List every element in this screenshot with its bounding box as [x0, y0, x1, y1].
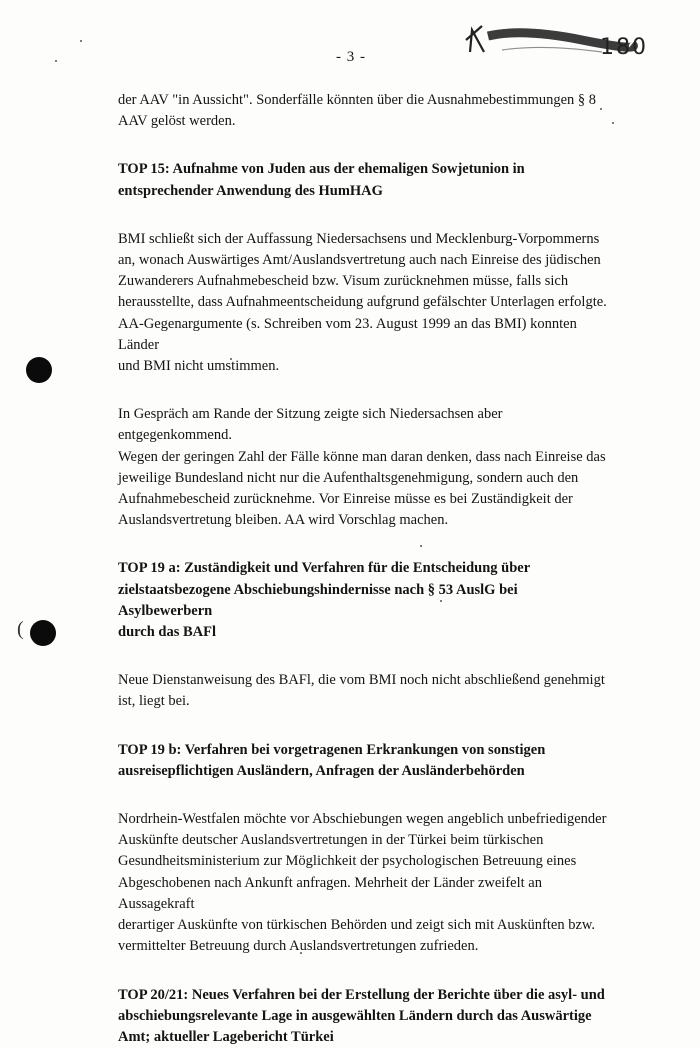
- block-spacer: [118, 782, 608, 809]
- paragraph-line: AA-Gegenargumente (s. Schreiben vom 23. August 1999 an das BMI) konnten Länder: [118, 314, 608, 356]
- paragraph-line: In Gespräch am Rande der Sitzung zeigte sich Niedersachsen aber entgegenkommend.: [118, 404, 608, 446]
- heading-line: durch das BAFl: [118, 622, 608, 643]
- section-heading: [118, 740, 608, 782]
- body-paragraph: [118, 229, 608, 377]
- paragraph-line: Neue Dienstanweisung des BAFl, die vom BMI noch nicht abschließend genehmigt: [118, 670, 608, 691]
- heading-line: ausreisepflichtigen Ausländern, Anfragen der Ausländerbehörden: [118, 761, 608, 782]
- paragraph-line: Zuwanderers Aufnahmebescheid bzw. Visum zurücknehmen müsse, falls sich: [118, 271, 608, 292]
- heading-line: TOP 15: Aufnahme von Juden aus der ehemaligen Sowjetunion in: [118, 159, 608, 180]
- block-spacer: [118, 202, 608, 229]
- block-spacer: [118, 713, 608, 740]
- stamp-number: 180: [600, 35, 648, 60]
- document-body: [118, 90, 608, 1048]
- paragraph-line: Auslandsvertretung bleiben. AA wird Vorschlag machen.: [118, 510, 608, 531]
- paragraph-line: und BMI nicht umstimmen.: [118, 356, 608, 377]
- paragraph-line: herausstellte, dass Aufnahmeentscheidung aufgrund gefälschter Unterlagen erfolgte.: [118, 292, 608, 313]
- heading-line: Amt; aktueller Lagebericht Türkei: [118, 1027, 608, 1048]
- paragraph-line: AAV gelöst werden.: [118, 111, 608, 132]
- paragraph-line: derartiger Auskünfte von türkischen Behörden und zeigt sich mit Auskünften bzw.: [118, 915, 608, 936]
- body-paragraph: [118, 404, 608, 531]
- paragraph-line: Nordrhein-Westfalen möchte vor Abschiebungen wegen angeblich unbefriedigender: [118, 809, 608, 830]
- block-spacer: [118, 958, 608, 985]
- page-number: - 3 -: [336, 49, 366, 66]
- paragraph-line: Auskünfte deutscher Auslandsvertretungen in der Türkei beim türkischen: [118, 830, 608, 851]
- heading-line: entsprechender Anwendung des HumHAG: [118, 181, 608, 202]
- body-paragraph: [118, 809, 608, 957]
- paragraph-line: ist, liegt bei.: [118, 691, 608, 712]
- heading-line: TOP 19 a: Zuständigkeit und Verfahren für die Entscheidung über: [118, 558, 608, 579]
- punch-hole-upper: [26, 357, 52, 383]
- paragraph-line: der AAV "in Aussicht". Sonderfälle könnten über die Ausnahmebestimmungen § 8: [118, 90, 608, 111]
- paragraph-line: Wegen der geringen Zahl der Fälle könne man daran denken, dass nach Einreise das: [118, 447, 608, 468]
- block-spacer: [118, 531, 608, 558]
- paragraph-line: Gesundheitsministerium zur Möglichkeit der psychologischen Betreuung eines: [118, 851, 608, 872]
- paragraph-line: jeweilige Bundesland nicht nur die Aufenthaltsgenehmigung, sondern auch den: [118, 468, 608, 489]
- scan-speck: [612, 122, 614, 124]
- paragraph-line: BMI schließt sich der Auffassung Niedersachsens und Mecklenburg-Vorpommerns: [118, 229, 608, 250]
- block-spacer: [118, 377, 608, 404]
- body-paragraph: [118, 670, 608, 712]
- heading-line: zielstaatsbezogene Abschiebungshindernisse nach § 53 AuslG bei Asylbewerbern: [118, 580, 608, 622]
- paragraph-line: Aufnahmebescheid zurücknehme. Vor Einreise müsse es bei Zuständigkeit der: [118, 489, 608, 510]
- paragraph-line: vermittelter Betreuung durch Auslandsvertretungen zufrieden.: [118, 936, 608, 957]
- block-spacer: [118, 643, 608, 670]
- section-heading: [118, 985, 608, 1048]
- paragraph-line: an, wonach Auswärtiges Amt/Auslandsvertretung auch nach Einreise des jüdischen: [118, 250, 608, 271]
- punch-hole-mark: (: [17, 618, 24, 641]
- heading-line: TOP 19 b: Verfahren bei vorgetragenen Erkrankungen von sonstigen: [118, 740, 608, 761]
- body-paragraph: [118, 90, 608, 132]
- block-spacer: [118, 132, 608, 159]
- paragraph-line: Abgeschobenen nach Ankunft anfragen. Mehrheit der Länder zweifelt an Aussagekraft: [118, 873, 608, 915]
- punch-hole-lower: [30, 620, 56, 646]
- heading-line: abschiebungsrelevante Lage in ausgewählten Ländern durch das Auswärtige: [118, 1006, 608, 1027]
- section-heading: [118, 159, 608, 201]
- section-heading: [118, 558, 608, 643]
- scan-speck: [80, 40, 82, 42]
- scan-speck: [55, 60, 57, 62]
- heading-line: TOP 20/21: Neues Verfahren bei der Erstellung der Berichte über die asyl- und: [118, 985, 608, 1006]
